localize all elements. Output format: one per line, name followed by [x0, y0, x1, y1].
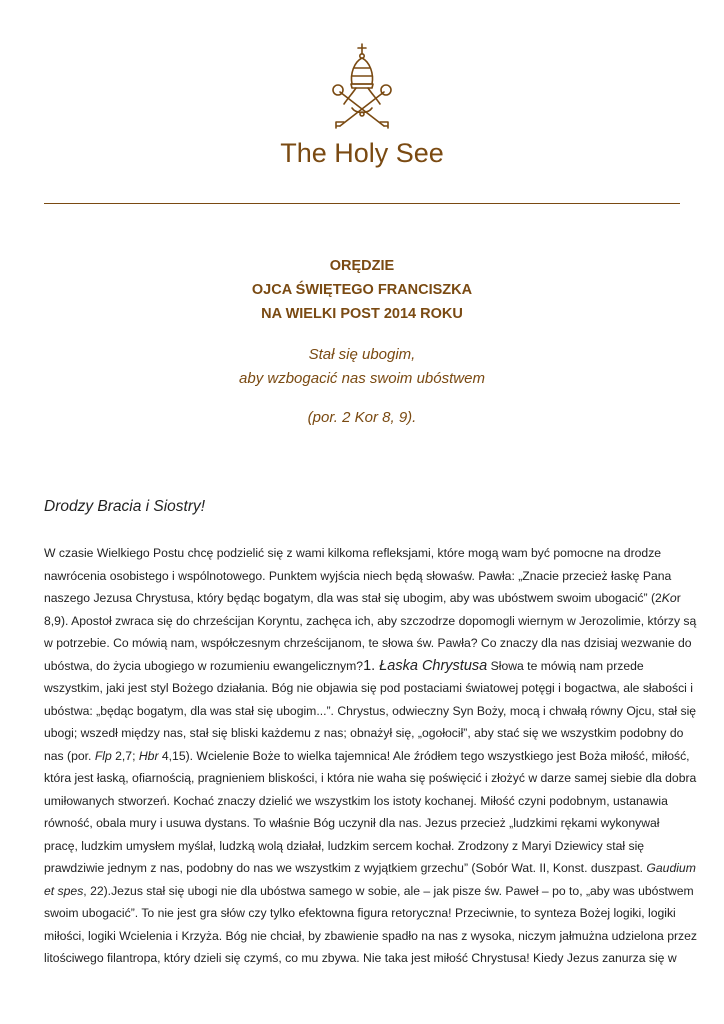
body-text: [44, 542, 698, 970]
motto-line: aby wzbogacić nas swoim ubóstwem: [239, 370, 485, 387]
body-text-run: nawrócenia osobistego i wspólnotowego. Punktem wyjścia niech będą słowaśw. Pawła: „Znacie przecież łaskę Pana: [44, 568, 672, 583]
motto-line: Stał się ubogim,: [308, 346, 416, 363]
body-line: [44, 745, 690, 768]
body-text-run: Hbr: [138, 748, 159, 763]
body-line: [44, 722, 684, 745]
body-line: [44, 587, 684, 610]
body-line: [44, 565, 684, 588]
body-line: [44, 767, 697, 790]
body-text-run: Flp: [94, 748, 112, 763]
body-line: [44, 812, 684, 835]
body-text-run: pracę, ludzkim umysłem myślał, ludzką wolą działał, ludzkim sercem kochał. Zrodzony z Maryi Dziewicy stał się: [44, 838, 645, 853]
heading-line: ORĘDZIE: [329, 258, 395, 274]
header-divider: [44, 203, 680, 204]
body-text-run: ubóstwa, do życia ubogiego w rozumieniu ewangelicznym?: [44, 658, 364, 673]
body-text-run: Łaska Chrystusa: [379, 657, 488, 674]
body-text-run: Słowa te mówią nam przede: [487, 658, 644, 673]
body-line: [44, 542, 684, 565]
scripture-reference: (por. 2 Kor 8, 9).: [307, 409, 417, 426]
body-text-run: 2,7;: [111, 748, 139, 763]
body-text-run: 1.: [363, 657, 380, 674]
body-line: [44, 857, 696, 880]
motto: [0, 343, 724, 391]
body-text-run: Gaudium: [646, 861, 696, 875]
body-text-run: ubóstwa: „będąc bogatym, dla was stał się ubogim...”. Chrystus, odwieczny Syn Boży, mocą i chwałą równy Ojcu, stał się: [44, 703, 697, 718]
body-text-run: et spes: [44, 883, 84, 898]
papal-coat-of-arms-icon: [322, 42, 402, 132]
greeting: Drodzy Bracia i Siostry!: [44, 498, 206, 515]
body-line: [44, 947, 684, 970]
body-line: [44, 790, 684, 813]
body-line: [44, 610, 697, 633]
body-text-run: równość, obala mury i usuwa dystans. To właśnie Bóg uczynił dla nas. Jezus przecież „ludzkimi rękami wykonywał: [44, 816, 660, 830]
body-line: [44, 700, 697, 723]
site-title[interactable]: The Holy See: [280, 138, 444, 168]
body-line: [44, 835, 684, 858]
heading-line: NA WIELKI POST 2014 ROKU: [261, 306, 463, 322]
body-text-run: Ko: [661, 591, 677, 605]
body-text-run: r: [676, 591, 681, 605]
body-text-run: 8,9). Apostoł zwraca się do chrześcijan Koryntu, zachęca ich, aby szczodrze dopomogli wiernym w Jerozolimie, którzy są: [44, 613, 697, 628]
body-text-run: nas (por.: [44, 748, 95, 763]
body-text-run: umiłowanych stworzeń. Kochać znaczy dzielić we wszystkim los istoty kochanej. Miłość czyni podobnym, ustanawia: [44, 793, 668, 808]
body-text-run: 4,15). Wcielenie Boże to wielka tajemnica! Ale źródłem tego wszystkiego jest Boża miłość, miłość,: [158, 748, 690, 763]
body-text-run: , 22).Jezus stał się ubogi nie dla ubóstwa samego w sobie, ale – jak pisze św. Paweł – po to, „aby was ubóstwem: [83, 883, 694, 898]
heading-line: OJCA ŚWIĘTEGO FRANCISZKA: [251, 282, 473, 298]
body-text-run: w potrzebie. Co mówią nam, współczesnym chrześcijanom, te słowa św. Pawła? Co znaczy dla nas dzisiaj wezwanie do: [44, 636, 692, 650]
body-text-run: litościwego filantropa, który dzieli się czymś, co mu zbywa. Nie taka jest miłość Chrystusa! Kiedy Jezus zanurza się w: [44, 951, 677, 965]
body-text-run: ubogi; wszedł między nas, stał się bliski każdemu z nas; obnażył się, „ogołocił”, aby stać się we wszystkim podobny do: [44, 726, 684, 740]
body-line: [44, 880, 694, 903]
body-text-run: która jest łaską, ofiarnością, pragnieniem bliskości, i która nie waha się poświęcić i złożyć w darze samej siebie dla dobra: [44, 771, 697, 785]
body-line: [44, 677, 693, 700]
body-text-run: miłości, logiki Wcielenia i Krzyża. Bóg nie chciał, by zbawienie spadło na nas z wysoka, niczym jałmużna udzielona przez: [44, 928, 698, 943]
body-line: [44, 902, 684, 925]
document-heading: [0, 254, 724, 326]
body-line: [44, 925, 698, 948]
body-text-run: naszego Jezusa Chrystusa, który będąc bogatym, dla was stał się ubogim, aby was ubóstwem swoim ubogacić” (2: [44, 591, 662, 605]
body-line: [44, 632, 692, 655]
body-line: [44, 655, 684, 678]
holy-see-emblem: [322, 42, 402, 132]
body-text-run: W czasie Wielkiego Postu chcę podzielić się z wami kilkoma refleksjami, które mogą wam być pomocne na drodze: [44, 546, 662, 560]
body-text-run: wszystkim, jaki jest styl Bożego działania. Bóg nie objawia się pod postaciami światowej potęgi i bogactwa, ale słabości i: [44, 681, 693, 695]
body-text-run: prawdziwie jednym z nas, podobny do nas we wszystkim z wyjątkiem grzechu” (Sobór Wat. II, Konst. duszpast.: [44, 861, 647, 875]
body-text-run: swoim ubogacić”. To nie jest gra słów czy tylko efektowna figura retoryczna! Przeciwnie, to synteza Bożej logiki, logiki: [44, 906, 676, 920]
